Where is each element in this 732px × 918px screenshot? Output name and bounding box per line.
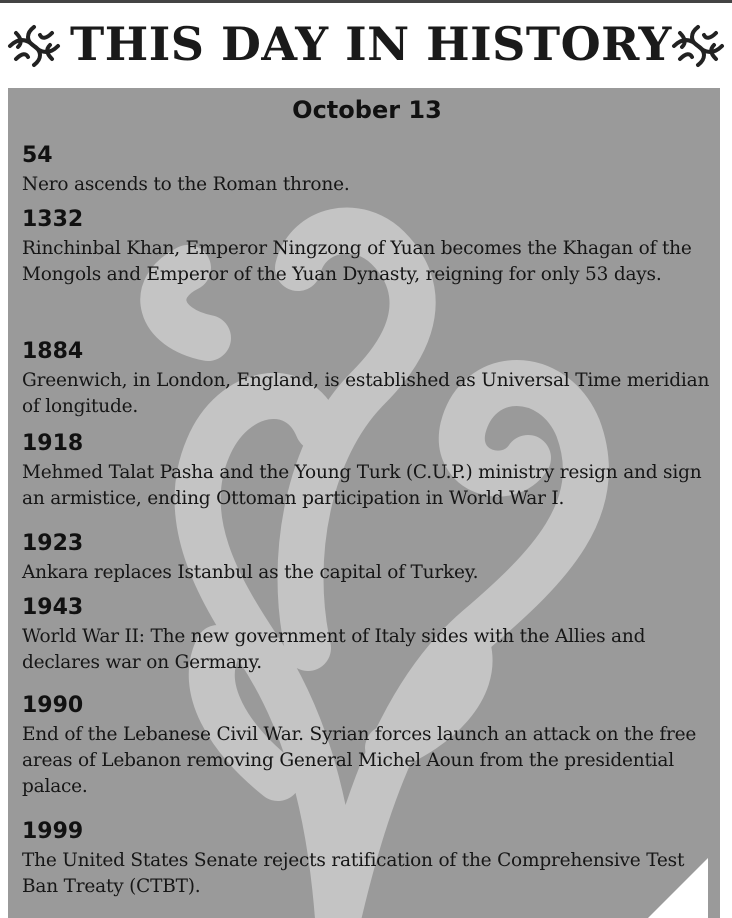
event-year: 1999 [22,819,84,844]
event-year: 1332 [22,207,84,232]
event-year: 1918 [22,431,84,456]
list-item [22,430,712,512]
list-item [22,530,712,586]
event-year: 1923 [22,531,84,556]
ornament-icon [670,23,726,69]
list-item [22,206,712,288]
event-text: World War II: The new government of Italy sides with the Allies and declares war on Germany. [22,626,646,673]
event-text: End of the Lebanese Civil War. Syrian forces launch an attack on the free areas of Lebanon removing General Michel Aoun from the presidential palace. [22,724,697,797]
event-text: The United States Senate rejects ratification of the Comprehensive Test Ban Treaty (CTBT). [22,850,685,897]
date-heading: October 13 [292,96,442,124]
event-text: Mehmed Talat Pasha and the Young Turk (C.U.P.) ministry resign and sign an armistice, ending Ottoman participation in World War I. [22,462,702,509]
header-banner [0,0,732,88]
page-title: THIS DAY IN HISTORY [70,17,672,71]
event-year: 1884 [22,339,84,364]
event-year: 1990 [22,693,84,718]
list-item [22,594,712,676]
event-text: Ankara replaces Istanbul as the capital of Turkey. [22,562,479,583]
list-item [22,338,712,420]
event-text: Nero ascends to the Roman throne. [22,174,350,195]
content-panel [8,88,720,918]
list-item [22,818,712,900]
list-item [22,692,712,800]
event-text: Greenwich, in London, England, is established as Universal Time meridian of longitude. [22,370,710,417]
event-year: 1943 [22,595,84,620]
event-year: 54 [22,143,53,168]
event-text: Rinchinbal Khan, Emperor Ningzong of Yuan becomes the Khagan of the Mongols and Emperor of the Yuan Dynasty, reigning for only 53 days. [22,238,692,285]
ornament-icon [6,23,62,69]
list-item [22,142,712,198]
